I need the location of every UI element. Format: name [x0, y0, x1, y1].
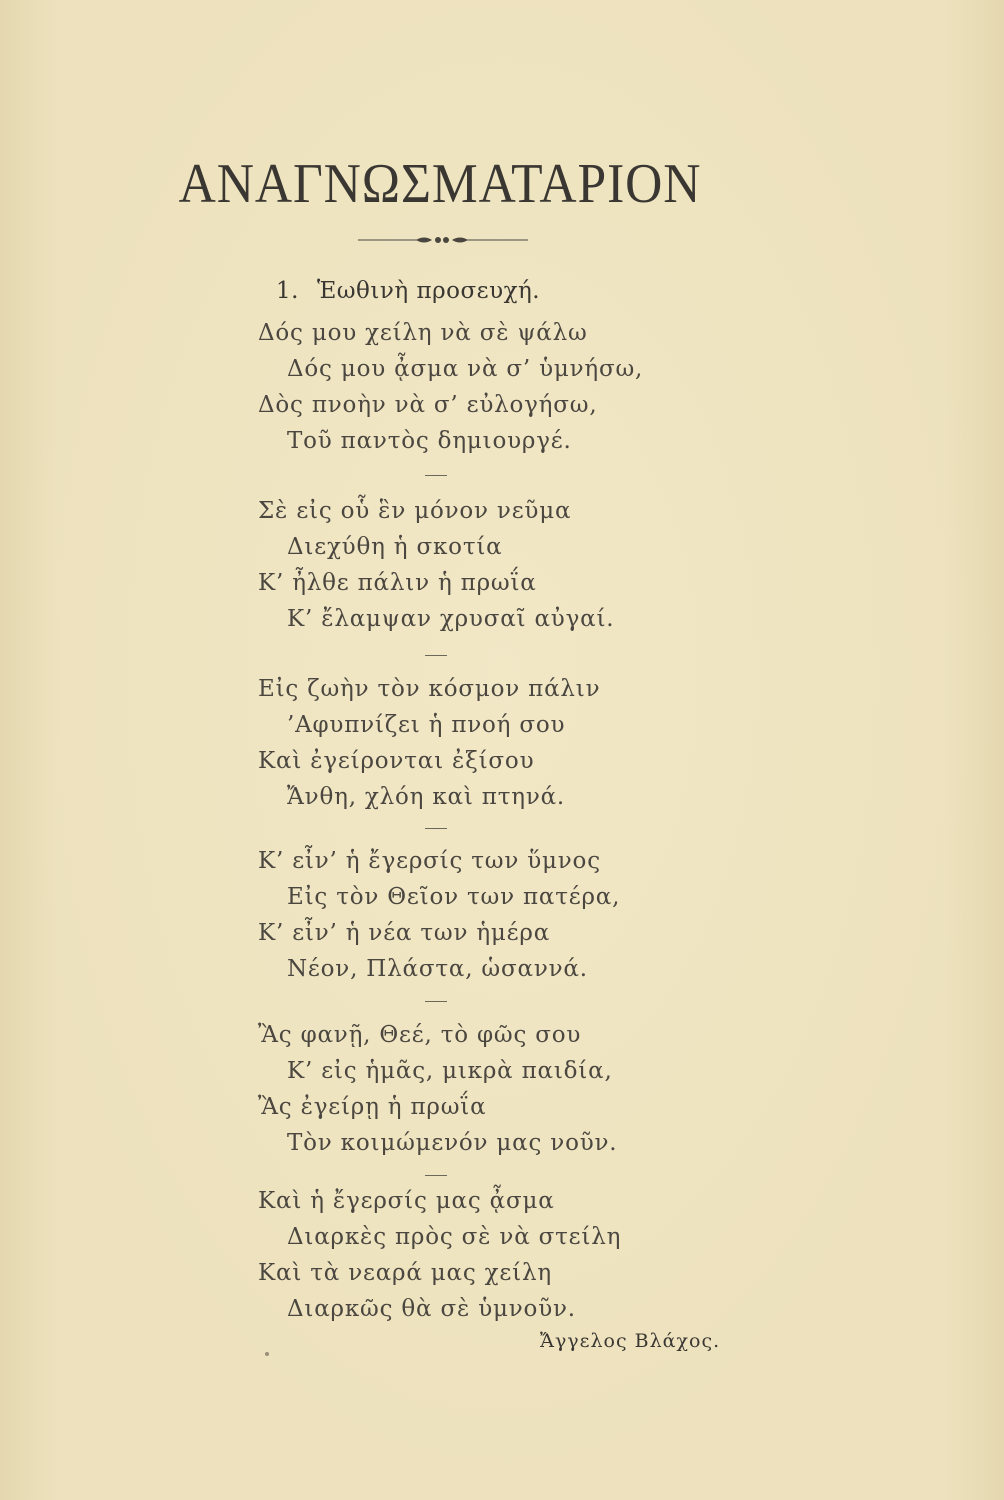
poem-line: Διεχύθη ἡ σκοτία	[287, 534, 503, 560]
poem-line: ’Αφυπνίζει ἡ πνοή σου	[287, 712, 566, 738]
stanza-divider	[425, 1001, 447, 1002]
poem-line: Νέον, Πλάστα, ὡσαννά.	[287, 956, 588, 982]
poem-line: Ἂς φανῇ, Θεέ, τὸ φῶς σου	[258, 1022, 582, 1048]
poem-line: Καὶ ἡ ἔγερσίς μας ᾆσμα	[258, 1188, 555, 1214]
poem-line: Κ’ εἶν’ ἡ νέα των ἡμέρα	[258, 920, 551, 946]
poem-line: Τὸν κοιμώμενόν μας νοῦν.	[287, 1130, 618, 1156]
stanza-divider	[425, 828, 447, 829]
poem-number: 1.	[276, 278, 299, 304]
poem-line: Διαρκὲς πρὸς σὲ νὰ στείλη	[287, 1224, 622, 1250]
poem-line: Εἰς ζωὴν τὸν κόσμον πάλιν	[258, 676, 601, 702]
poem-line: Σὲ εἰς οὗ ἓν μόνον νεῦμα	[258, 498, 572, 524]
poem-line: Δός μου ᾆσμα νὰ σ’ ὑμνήσω,	[287, 356, 644, 382]
title-ornament	[358, 234, 528, 246]
poem-line: Κ’ εἶν’ ἡ ἔγερσίς των ὕμνος	[258, 848, 601, 874]
stanza-divider	[425, 475, 447, 476]
poem-line: Τοῦ παντὸς δημιουργέ.	[287, 428, 572, 454]
poem-title: Ἑωθινὴ προσευχή.	[316, 278, 541, 304]
poem-line: Ἄνθη, χλόη καὶ πτηνά.	[287, 784, 566, 810]
poem-line: Κ’ ἦλθε πάλιν ἡ πρωΐα	[258, 570, 537, 596]
poem-line: Καὶ ἐγείρονται ἐξίσου	[258, 748, 535, 774]
poem-author: Ἄγγελος Βλάχος.	[540, 1330, 721, 1352]
poem-line: Ἂς ἐγείρῃ ἡ πρωΐα	[258, 1094, 487, 1120]
page-title: ΑΝΑΓΝΩΣΜΑΤΑΡΙΟΝ	[178, 153, 702, 215]
poem-line: Κ’ ἔλαμψαν χρυσαῖ αὐγαί.	[287, 606, 615, 632]
poem-line: Δός μου χείλη νὰ σὲ ψάλω	[258, 320, 588, 346]
print-speck	[265, 1352, 269, 1356]
poem-line: Κ’ εἰς ἡμᾶς, μικρὰ παιδία,	[287, 1058, 613, 1084]
poem-line: Δὸς πνοὴν νὰ σ’ εὐλογήσω,	[258, 392, 598, 418]
poem-line: Διαρκῶς θὰ σὲ ὑμνοῦν.	[287, 1296, 576, 1322]
poem-line: Εἰς τὸν Θεῖον των πατέρα,	[287, 884, 621, 910]
poem-heading	[276, 278, 540, 304]
stanza-divider	[425, 1175, 447, 1176]
poem-line: Καὶ τὰ νεαρά μας χείλη	[258, 1260, 552, 1286]
stanza-divider	[425, 655, 447, 656]
